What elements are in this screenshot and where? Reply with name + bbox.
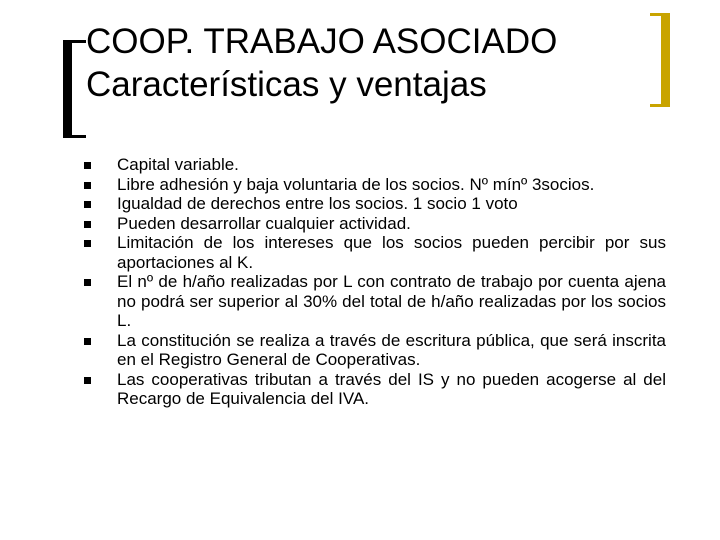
bullet-item — [82, 155, 666, 175]
square-bullet-icon — [84, 377, 91, 384]
slide-title-line-2: Características y ventajas — [86, 65, 487, 104]
bullet-text: Libre adhesión y baja voluntaria de los socios. Nº mínº 3socios. — [117, 174, 595, 194]
square-bullet-icon — [84, 240, 91, 247]
bullet-item — [82, 175, 666, 195]
square-bullet-icon — [84, 338, 91, 345]
square-bullet-icon — [84, 162, 91, 169]
bullet-text: La constitución se realiza a través de escritura pública, que será inscrita en el Registro General de Cooperativas. — [117, 330, 666, 369]
bullet-text: Capital variable. — [117, 155, 239, 174]
left-bracket-decoration — [63, 40, 86, 138]
square-bullet-icon — [84, 279, 91, 286]
bullet-item — [82, 370, 666, 409]
bullet-item — [82, 331, 666, 370]
slide-title — [86, 20, 646, 106]
bullet-list — [82, 155, 666, 409]
right-bracket-decoration — [650, 13, 670, 107]
square-bullet-icon — [84, 221, 91, 228]
bullet-text: Pueden desarrollar cualquier actividad. — [117, 213, 411, 233]
bullet-item — [82, 214, 666, 234]
bullet-item — [82, 233, 666, 272]
bullet-text: El nº de h/año realizadas por L con contrato de trabajo por cuenta ajena no podrá ser superior al 30% del total de h/año realizadas por los socios L. — [117, 272, 666, 330]
bullet-text: Limitación de los intereses que los socios pueden percibir por sus aportaciones al K. — [117, 233, 666, 272]
bullet-text: Igualdad de derechos entre los socios. 1 socio 1 voto — [117, 194, 518, 213]
square-bullet-icon — [84, 182, 91, 189]
bullet-item — [82, 194, 666, 214]
bullet-text: Las cooperativas tributan a través del IS y no pueden acogerse al del Recargo de Equivalencia del IVA. — [117, 369, 666, 408]
bullet-item — [82, 272, 666, 331]
square-bullet-icon — [84, 201, 91, 208]
slide-title-line-1: COOP. TRABAJO ASOCIADO — [86, 22, 558, 61]
